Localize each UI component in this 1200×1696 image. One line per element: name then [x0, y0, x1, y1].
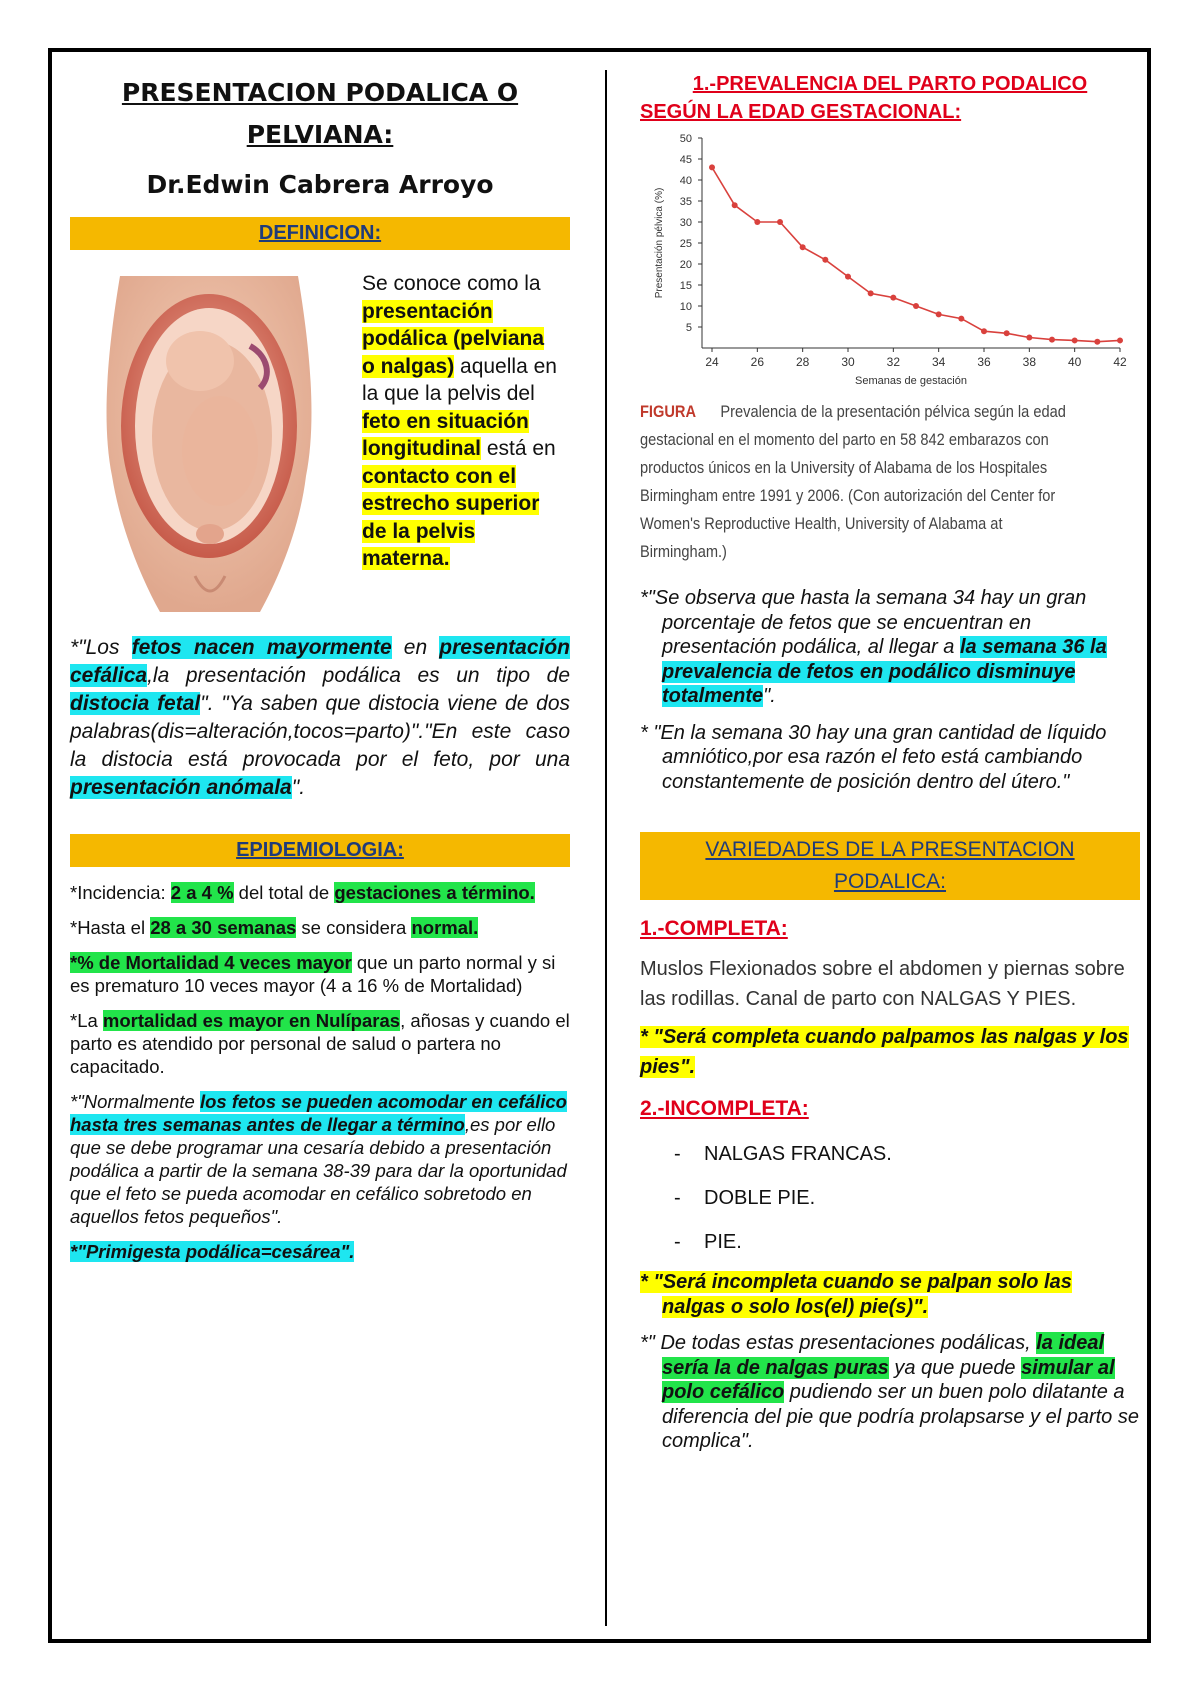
- x-tick-label: 32: [886, 355, 901, 369]
- y-tick-label: 5: [685, 322, 692, 334]
- distocia-quote: *"Los fetos nacen mayormente en presentación cefálica,la presentación podálica es un tipo de distocia fetal". "Ya saben que distocia viene de dos palabras(dis=alteración,tocos=parto)"."En este caso la distocia está provocada por el feto, por una presentación anómala".: [70, 636, 571, 799]
- x-tick-label: 42: [1113, 355, 1127, 369]
- title-line-1: PRESENTACION PODALICA O: [121, 78, 519, 107]
- data-point: [800, 244, 806, 250]
- y-tick-label: 20: [679, 259, 692, 271]
- epidemiologia-section: [70, 881, 570, 1263]
- y-tick-label: 35: [679, 196, 692, 208]
- x-tick-label: 30: [841, 355, 855, 369]
- primigesta: *"Primigesta podálica=cesárea".: [70, 1241, 355, 1262]
- mortalidad: *% de Mortalidad 4 veces mayor que un parto normal y si es prematuro 10 veces mayor (4 a 16 % de Mortalidad): [70, 952, 556, 996]
- y-axis-label: Presentación pélvica (%): [654, 187, 665, 299]
- data-point: [822, 257, 828, 263]
- list-item: - NALGAS FRANCAS.: [674, 1143, 892, 1165]
- data-point: [958, 316, 964, 322]
- data-point: [1094, 339, 1100, 345]
- nota-semana-34: *"Se observa que hasta la semana 34 hay un gran porcentaje de fetos que se encuentran en presentación podálica, al llegar a la semana 36 la prevalencia de fetos en podálico disminuye totalmente".: [640, 587, 1107, 707]
- x-tick-label: 36: [977, 355, 991, 369]
- chart-ticks: [654, 133, 1127, 387]
- data-point: [754, 219, 760, 225]
- incompleta-list: [640, 1132, 1140, 1264]
- data-point: [845, 274, 851, 280]
- data-point: [913, 303, 919, 309]
- fetus-in-uterus-illustration: [100, 276, 318, 612]
- epidemiologia-heading: EPIDEMIOLOGIA:: [70, 834, 570, 867]
- definicion-text: Se conoce como la presentación podálica (pelviana o nalgas) aquella en la que la pelvis del feto en situación longitudinal está en contacto con el estrecho superior de la pelvis materna.: [362, 272, 557, 570]
- chart-series: [709, 164, 1123, 344]
- data-point: [890, 295, 896, 301]
- x-tick-label: 28: [795, 355, 810, 369]
- acomodar-cefalico: *"Normalmente los fetos se pueden acomodar en cefálico hasta tres semanas antes de llegar a término,es por ello que se debe programar una cesaría debido a presentación podálica a partir de la semana 38-39 para dar la oportunidad que el feto se pueda acomodar en cefálico sobretodo en aquellos fetos pequeños".: [70, 1091, 567, 1227]
- data-point: [709, 164, 715, 170]
- data-point: [1072, 337, 1078, 343]
- data-point: [868, 290, 874, 296]
- definicion-heading: DEFINICION:: [70, 217, 570, 250]
- incidencia: *Incidencia: 2 a 4 % del total de gestaciones a término.: [70, 882, 535, 903]
- data-point: [732, 202, 738, 208]
- prevalence-chart: [640, 128, 1140, 398]
- right-column: [640, 70, 1140, 1454]
- nota-semana-30: * "En la semana 30 hay una gran cantidad de líquido amniótico,por esa razón el feto está cambiando constantemente de posición dentro del útero.": [640, 721, 1107, 793]
- semanas-normal: *Hasta el 28 a 30 semanas se considera normal.: [70, 917, 479, 938]
- x-tick-label: 34: [931, 355, 946, 369]
- column-divider: [605, 70, 607, 1626]
- x-tick-label: 26: [750, 355, 765, 369]
- y-tick-label: 40: [679, 175, 692, 187]
- data-point: [1049, 337, 1055, 343]
- data-point: [936, 311, 942, 317]
- completa-heading: 1.-COMPLETA:: [640, 917, 788, 940]
- x-tick-label: 24: [705, 355, 719, 369]
- incompleta-quote: * "Será incompleta cuando se palpan solo las nalgas o solo los(el) pie(s)".: [640, 1271, 1072, 1318]
- series-line: [712, 167, 1120, 341]
- x-tick-label: 38: [1022, 355, 1037, 369]
- y-tick-label: 25: [679, 238, 692, 250]
- y-tick-label: 30: [679, 217, 692, 229]
- author: Dr.Edwin Cabrera Arroyo: [146, 170, 494, 199]
- y-tick-label: 50: [679, 133, 692, 145]
- list-item: - DOBLE PIE.: [674, 1187, 816, 1209]
- data-point: [1026, 335, 1032, 341]
- y-tick-label: 45: [679, 154, 692, 166]
- definicion-section: [70, 258, 570, 648]
- prevalencia-heading: 1.-PREVALENCIA DEL PARTO PODALICO SEGÚN LA EDAD GESTACIONAL:: [640, 73, 1088, 123]
- x-axis-label: Semanas de gestación: [855, 375, 967, 387]
- completa-quote: * "Será completa cuando palpamos las nalgas y los pies".: [640, 1026, 1129, 1078]
- nalgas-puras-note: *" De todas estas presentaciones podálicas, la ideal sería la de nalgas puras ya que puede simular al polo cefálico pudiendo ser un buen polo dilatante a diferencia del pie que podría prolapsarse y el parto se complica".: [640, 1332, 1139, 1452]
- x-tick-label: 40: [1067, 355, 1082, 369]
- chart-axes: [702, 138, 1120, 348]
- completa-text: Muslos Flexionados sobre el abdomen y piernas sobre las rodillas. Canal de parto con NALGAS Y PIES.: [640, 958, 1125, 1010]
- data-point: [981, 328, 987, 334]
- y-tick-label: 10: [679, 301, 692, 313]
- y-tick-label: 15: [679, 280, 692, 292]
- title-line-2: PELVIANA:: [246, 120, 394, 149]
- figure-caption: FIGURA Prevalencia de la presentación pélvica según la edad gestacional en el momento del parto en 58 842 embarazos con productos únicos en la University of Alabama de los Hospitales Birmingham entre 1991 y 2006. (Con autorización del Center for Women's Reproductive Health, University of Alabama at Birmingham.): [640, 402, 1066, 561]
- left-column: [70, 70, 570, 1275]
- page-title: [70, 72, 570, 156]
- data-point: [1004, 330, 1010, 336]
- data-point: [1117, 337, 1123, 343]
- data-point: [777, 219, 783, 225]
- incompleta-heading: 2.-INCOMPLETA:: [640, 1097, 809, 1120]
- nuliparas: *La mortalidad es mayor en Nulíparas, añosas y cuando el parto es atendido por personal de salud o partera no capacitado.: [70, 1010, 570, 1077]
- list-item: - PIE.: [674, 1231, 742, 1253]
- variedades-heading: VARIEDADES DE LA PRESENTACION PODALICA:: [640, 832, 1140, 900]
